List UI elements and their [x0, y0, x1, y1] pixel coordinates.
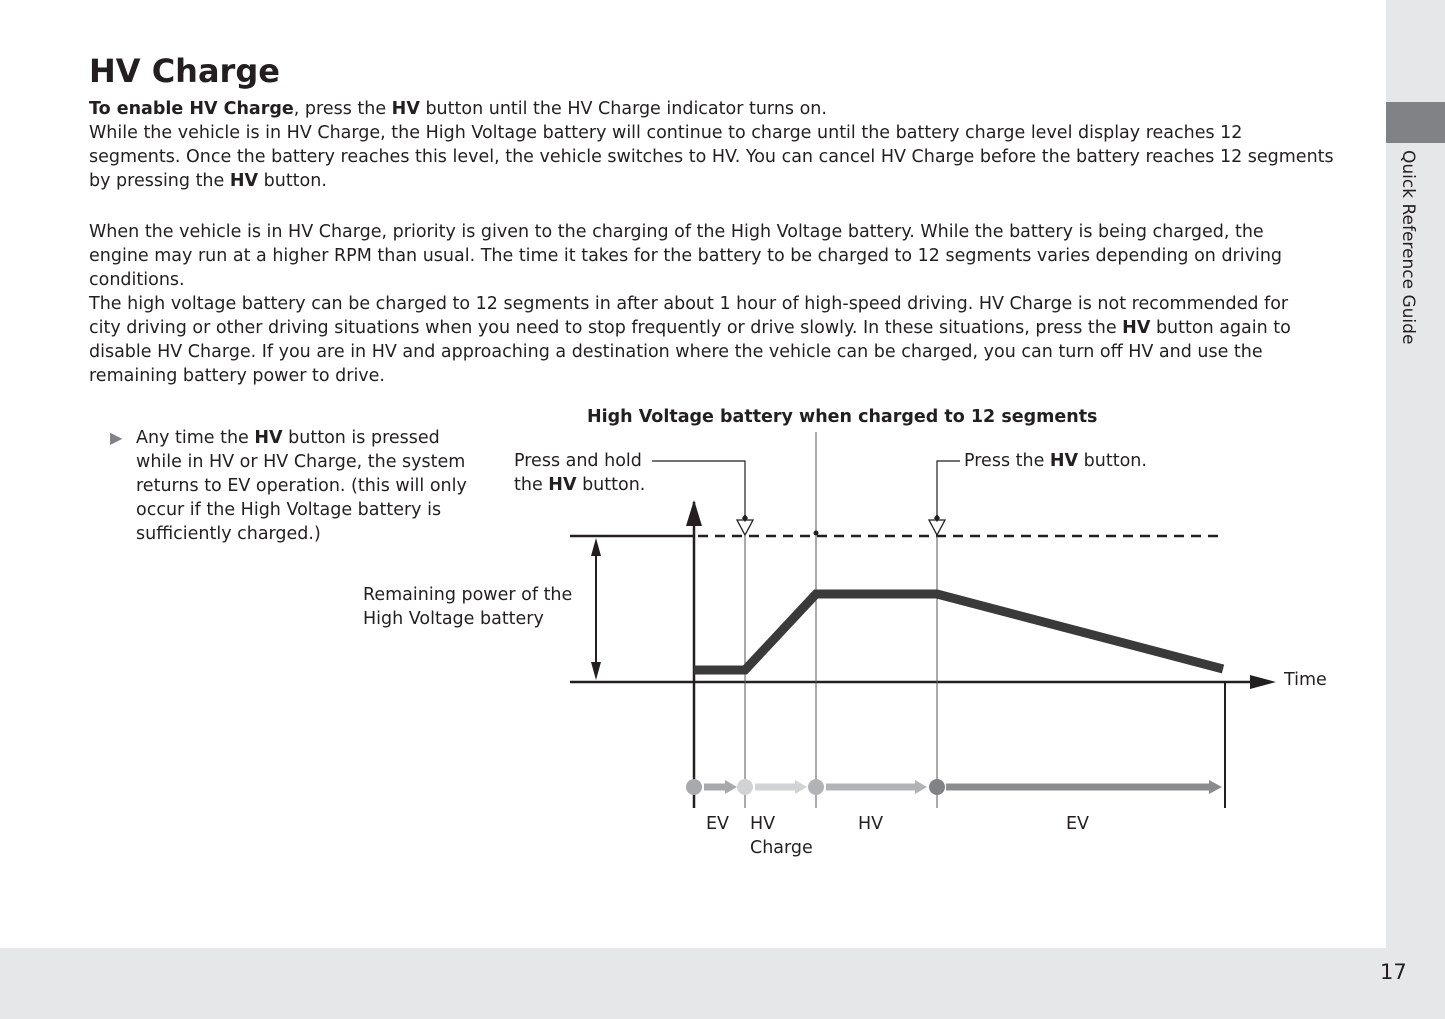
page-number: 17	[1380, 960, 1407, 984]
section-tab-label[interactable]: Quick Reference Guide	[1398, 150, 1418, 345]
bold-text: To enable HV Charge	[89, 99, 294, 119]
press-hold-text: the	[514, 475, 549, 495]
press-hv-label	[964, 449, 1147, 473]
remaining-line-2: High Voltage battery	[363, 609, 544, 629]
text-segment: occur if the High Voltage battery is	[136, 500, 442, 520]
text-segment: engine may run at a higher RPM than usual. The time it takes for the battery to be charged to 12 segments varies depending on driving	[89, 246, 1283, 266]
callout-press-hold	[652, 461, 745, 518]
hv-button-ref: HV	[1049, 451, 1079, 471]
mode-dot-ev	[686, 779, 702, 795]
range-arrow-top	[591, 538, 601, 556]
text-segment: remaining battery power to drive.	[89, 366, 385, 386]
text-segment: city driving or other driving situations when you need to stop frequently or drive slowly. In these situations, press the	[89, 318, 1123, 338]
mode-arrowhead	[1209, 780, 1222, 794]
text-segment: segments. Once the battery reaches this level, the vehicle switches to HV. You can cancel HV Charge before the battery reaches 12 segments	[89, 147, 1334, 167]
time-axis-label: Time	[1284, 670, 1327, 690]
triangle-right-icon: ▶	[110, 428, 123, 447]
hv-button-ref: HV	[548, 475, 577, 495]
text-segment: sufficiently charged.)	[136, 524, 321, 544]
range-arrow-bottom	[591, 662, 601, 680]
x-axis-arrowhead	[1250, 675, 1276, 689]
press-hold-line-1: Press and hold	[514, 451, 642, 471]
text-segment: by pressing the	[89, 171, 230, 191]
mode-label-charge: Charge	[750, 838, 813, 858]
bold-text: HV	[254, 428, 283, 448]
text-segment: Any time the	[136, 428, 255, 448]
callout-press-hv	[937, 461, 960, 518]
mode-label-ev: EV	[706, 814, 730, 834]
text-segment: When the vehicle is in HV Charge, priority is given to the charging of the High Voltage battery. While the battery is being charged, the	[89, 222, 1264, 242]
page-title: HV Charge	[89, 52, 280, 90]
open-triangle-icon	[737, 520, 753, 535]
mode-arrowhead	[795, 780, 807, 794]
text-segment: while in HV or HV Charge, the system	[136, 452, 466, 472]
text-segment: , press the	[293, 99, 392, 119]
mode-label-hv-charge: HV	[750, 814, 776, 834]
mode-arrowhead	[725, 780, 737, 794]
text-segment: button is pressed	[282, 428, 440, 448]
mode-arrowhead	[915, 780, 927, 794]
text-segment: The high voltage battery can be charged to 12 segments in after about 1 hour of high-speed driving. HV Charge is not recommended for	[89, 294, 1289, 314]
mode-label-hv: HV	[858, 814, 884, 834]
press-hv-text: Press the	[964, 451, 1050, 471]
open-triangle-icon	[929, 520, 945, 535]
mode-dot-hv	[808, 779, 824, 795]
dot-12-segments	[814, 531, 819, 536]
bold-text: HV	[1122, 318, 1151, 338]
diagram-title: High Voltage battery when charged to 12 segments	[587, 407, 1098, 427]
mode-dot-ev-2	[929, 779, 945, 795]
text-segment: While the vehicle is in HV Charge, the High Voltage battery will continue to charge until the battery charge level display reaches 12	[89, 123, 1243, 143]
remaining-power-label	[363, 583, 572, 631]
mode-dot-hv-charge	[737, 779, 753, 795]
bold-text: HV	[391, 99, 420, 119]
bold-text: HV	[229, 171, 259, 191]
remaining-line-1: Remaining power of the	[363, 585, 573, 605]
y-axis-arrowhead	[686, 500, 702, 526]
mode-label-ev-2: EV	[1066, 814, 1090, 834]
text-segment: returns to EV operation. (this will only	[136, 476, 467, 496]
text-segment: disable HV Charge. If you are in HV and approaching a destination where the vehicle can be charged, you can turn off HV and use the	[89, 342, 1263, 362]
text-segment: button.	[258, 171, 327, 191]
text-segment: conditions.	[89, 270, 185, 290]
text-segment: button until the HV Charge indicator turns on.	[419, 99, 827, 119]
battery-level-line	[694, 594, 1223, 670]
press-hv-text: button.	[1078, 451, 1147, 471]
press-hold-label	[514, 449, 645, 497]
press-hold-text: button.	[576, 475, 646, 495]
text-segment: button again to	[1150, 318, 1291, 338]
